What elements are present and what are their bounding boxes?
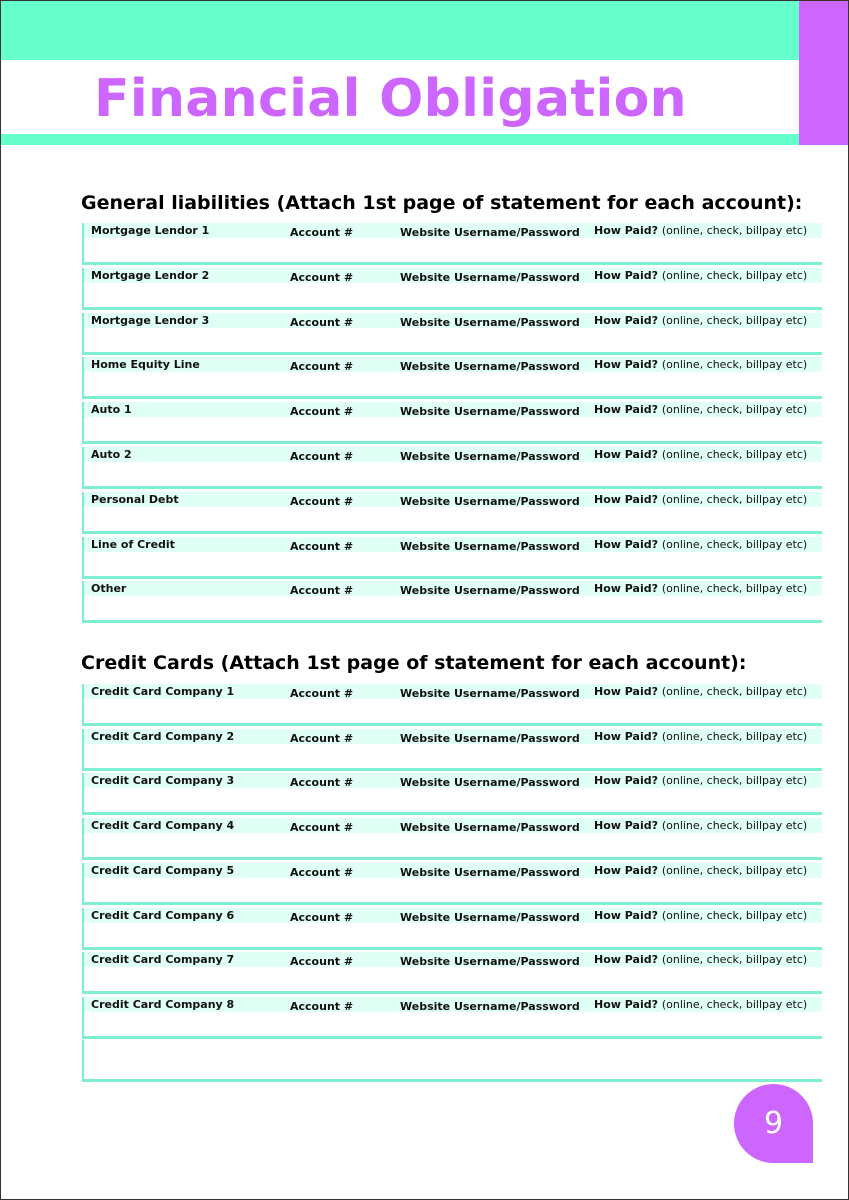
how-paid-label — [594, 953, 807, 966]
how-paid-title: How Paid? — [594, 537, 658, 551]
table-row[interactable] — [82, 952, 822, 995]
table-row[interactable] — [82, 908, 822, 951]
website-credentials-label: Website Username/Password — [400, 999, 580, 1013]
website-credentials-label: Website Username/Password — [400, 270, 580, 284]
how-paid-hint: (online, check, billpay etc) — [661, 224, 808, 237]
row-name-label: Credit Card Company 7 — [91, 953, 235, 967]
row-name-label: Credit Card Company 6 — [91, 908, 235, 922]
website-credentials-label: Website Username/Password — [400, 315, 580, 329]
account-number-label: Account # — [290, 999, 354, 1013]
row-bottom-border — [82, 307, 822, 310]
row-left-border — [82, 313, 84, 355]
row-left-border — [82, 492, 84, 534]
table-row[interactable] — [82, 402, 822, 445]
row-left-border — [82, 537, 84, 579]
row-bottom-border — [82, 352, 822, 355]
how-paid-title: How Paid? — [594, 685, 658, 698]
how-paid-hint: (online, check, billpay etc) — [661, 774, 808, 788]
row-bottom-border — [82, 576, 822, 579]
row-name-label: Personal Debt — [91, 492, 179, 506]
how-paid-label — [594, 538, 807, 551]
account-number-label: Account # — [290, 315, 354, 329]
how-paid-label — [594, 998, 807, 1011]
table-row[interactable] — [82, 313, 822, 356]
row-left-border — [82, 684, 84, 726]
table-row[interactable] — [82, 729, 822, 772]
row-bottom-border — [82, 396, 822, 399]
how-paid-hint: (online, check, billpay etc) — [661, 403, 808, 417]
row-name-label: Mortgage Lendor 3 — [91, 313, 210, 327]
how-paid-title: How Paid? — [594, 224, 658, 237]
account-number-label: Account # — [290, 910, 354, 924]
row-bottom-border — [82, 902, 822, 905]
row-name-label: Credit Card Company 8 — [91, 997, 235, 1011]
how-paid-hint: (online, check, billpay etc) — [661, 582, 808, 596]
website-credentials-label: Website Username/Password — [400, 955, 580, 969]
table-row[interactable] — [82, 863, 822, 906]
row-left-border — [82, 447, 84, 489]
row-bottom-border — [82, 812, 822, 815]
how-paid-hint: (online, check, billpay etc) — [661, 448, 808, 461]
how-paid-label — [594, 582, 807, 595]
row-left-border — [82, 357, 84, 399]
row-bottom-border — [82, 1036, 822, 1039]
row-name-label: Auto 2 — [91, 448, 132, 461]
account-number-label: Account # — [290, 360, 354, 374]
table-row[interactable] — [82, 581, 822, 624]
website-credentials-label: Website Username/Password — [400, 360, 580, 374]
row-name-label: Line of Credit — [91, 537, 175, 551]
how-paid-title: How Paid? — [594, 358, 658, 372]
row-name-label: Credit Card Company 1 — [91, 685, 235, 698]
row-left-border — [82, 581, 84, 623]
row-name-label: Credit Card Company 5 — [91, 863, 235, 877]
row-bottom-border — [82, 723, 822, 726]
how-paid-title: How Paid? — [594, 268, 658, 282]
how-paid-hint: (online, check, billpay etc) — [661, 819, 808, 833]
how-paid-label — [594, 909, 807, 922]
row-left-border — [82, 268, 84, 310]
how-paid-hint: (online, check, billpay etc) — [661, 953, 808, 967]
row-name-label: Home Equity Line — [91, 358, 200, 372]
how-paid-hint: (online, check, billpay etc) — [661, 863, 808, 877]
row-name-label: Credit Card Company 4 — [91, 819, 235, 833]
row-bottom-border — [82, 857, 822, 860]
row-name-label: Credit Card Company 2 — [91, 729, 235, 743]
page-number-badge: 9 — [734, 1084, 813, 1163]
row-name-label: Mortgage Lendor 1 — [91, 224, 210, 237]
row-bottom-border — [82, 768, 822, 771]
how-paid-label — [594, 864, 807, 877]
website-credentials-label: Website Username/Password — [400, 731, 580, 745]
account-number-label: Account # — [290, 731, 354, 745]
header-purple-tab — [799, 1, 848, 145]
row-name-label: Auto 1 — [91, 403, 132, 417]
credit-cards-heading: Credit Cards (Attach 1st page of statement for each account): — [81, 652, 747, 674]
website-credentials-label: Website Username/Password — [400, 539, 580, 553]
row-bottom-border — [82, 486, 822, 489]
account-number-label: Account # — [290, 955, 354, 969]
header-top-band — [1, 1, 799, 60]
account-number-label: Account # — [290, 450, 354, 463]
website-credentials-label: Website Username/Password — [400, 494, 580, 508]
account-number-label: Account # — [290, 821, 354, 835]
row-left-border — [82, 1040, 84, 1082]
table-row[interactable] — [82, 268, 822, 311]
how-paid-hint: (online, check, billpay etc) — [661, 997, 808, 1011]
row-bottom-border — [82, 531, 822, 534]
how-paid-label — [594, 269, 807, 282]
how-paid-title: How Paid? — [594, 863, 658, 877]
page-title: Financial Obligation — [94, 69, 687, 129]
account-number-label: Account # — [290, 270, 354, 284]
how-paid-hint: (online, check, billpay etc) — [661, 685, 808, 698]
table-row[interactable] — [82, 447, 822, 490]
account-number-label: Account # — [290, 776, 354, 790]
account-number-label: Account # — [290, 687, 354, 700]
row-left-border — [82, 908, 84, 950]
website-credentials-label: Website Username/Password — [400, 584, 580, 598]
how-paid-label — [594, 224, 807, 237]
how-paid-title: How Paid? — [594, 908, 658, 922]
account-number-label: Account # — [290, 226, 354, 239]
how-paid-title: How Paid? — [594, 492, 658, 506]
how-paid-title: How Paid? — [594, 582, 658, 596]
how-paid-title: How Paid? — [594, 953, 658, 967]
row-name-label: Credit Card Company 3 — [91, 774, 235, 788]
how-paid-title: How Paid? — [594, 313, 658, 327]
website-credentials-label: Website Username/Password — [400, 865, 580, 879]
website-credentials-label: Website Username/Password — [400, 226, 580, 239]
blank-entry-row[interactable] — [82, 1040, 822, 1083]
how-paid-hint: (online, check, billpay etc) — [661, 908, 808, 922]
row-name-label: Other — [91, 582, 127, 596]
website-credentials-label: Website Username/Password — [400, 405, 580, 419]
general-liabilities-heading: General liabilities (Attach 1st page of statement for each account): — [81, 192, 803, 214]
how-paid-hint: (online, check, billpay etc) — [661, 358, 808, 372]
row-bottom-border — [82, 262, 822, 265]
row-left-border — [82, 952, 84, 994]
header-bottom-band — [1, 134, 799, 145]
how-paid-title: How Paid? — [594, 819, 658, 833]
row-left-border — [82, 773, 84, 815]
row-bottom-border — [82, 991, 822, 994]
website-credentials-label: Website Username/Password — [400, 821, 580, 835]
website-credentials-label: Website Username/Password — [400, 687, 580, 700]
how-paid-label — [594, 730, 807, 743]
how-paid-hint: (online, check, billpay etc) — [661, 537, 808, 551]
row-left-border — [82, 818, 84, 860]
how-paid-label — [594, 493, 807, 506]
how-paid-hint: (online, check, billpay etc) — [661, 313, 808, 327]
row-bottom-border — [82, 441, 822, 444]
table-row[interactable] — [82, 818, 822, 861]
row-bottom-border — [82, 620, 822, 623]
row-bottom-border — [82, 1079, 822, 1082]
account-number-label: Account # — [290, 584, 354, 598]
how-paid-label — [594, 358, 807, 371]
account-number-label: Account # — [290, 405, 354, 419]
row-left-border — [82, 223, 84, 265]
how-paid-hint: (online, check, billpay etc) — [661, 492, 808, 506]
account-number-label: Account # — [290, 865, 354, 879]
website-credentials-label: Website Username/Password — [400, 776, 580, 790]
how-paid-label — [594, 685, 807, 698]
table-row[interactable] — [82, 492, 822, 535]
row-left-border — [82, 863, 84, 905]
table-row[interactable] — [82, 684, 822, 727]
table-row[interactable] — [82, 223, 822, 266]
account-number-label: Account # — [290, 494, 354, 508]
account-number-label: Account # — [290, 539, 354, 553]
how-paid-title: How Paid? — [594, 729, 658, 743]
how-paid-title: How Paid? — [594, 997, 658, 1011]
how-paid-label — [594, 819, 807, 832]
website-credentials-label: Website Username/Password — [400, 450, 580, 463]
website-credentials-label: Website Username/Password — [400, 910, 580, 924]
table-row[interactable] — [82, 357, 822, 400]
how-paid-title: How Paid? — [594, 774, 658, 788]
table-row[interactable] — [82, 997, 822, 1040]
how-paid-hint: (online, check, billpay etc) — [661, 729, 808, 743]
how-paid-label — [594, 314, 807, 327]
row-left-border — [82, 729, 84, 771]
how-paid-label — [594, 403, 807, 416]
row-left-border — [82, 402, 84, 444]
row-left-border — [82, 997, 84, 1039]
table-row[interactable] — [82, 773, 822, 816]
how-paid-title: How Paid? — [594, 403, 658, 417]
row-bottom-border — [82, 947, 822, 950]
how-paid-label — [594, 448, 807, 461]
how-paid-title: How Paid? — [594, 448, 658, 461]
table-row[interactable] — [82, 537, 822, 580]
how-paid-label — [594, 774, 807, 787]
how-paid-hint: (online, check, billpay etc) — [661, 268, 808, 282]
row-name-label: Mortgage Lendor 2 — [91, 268, 210, 282]
